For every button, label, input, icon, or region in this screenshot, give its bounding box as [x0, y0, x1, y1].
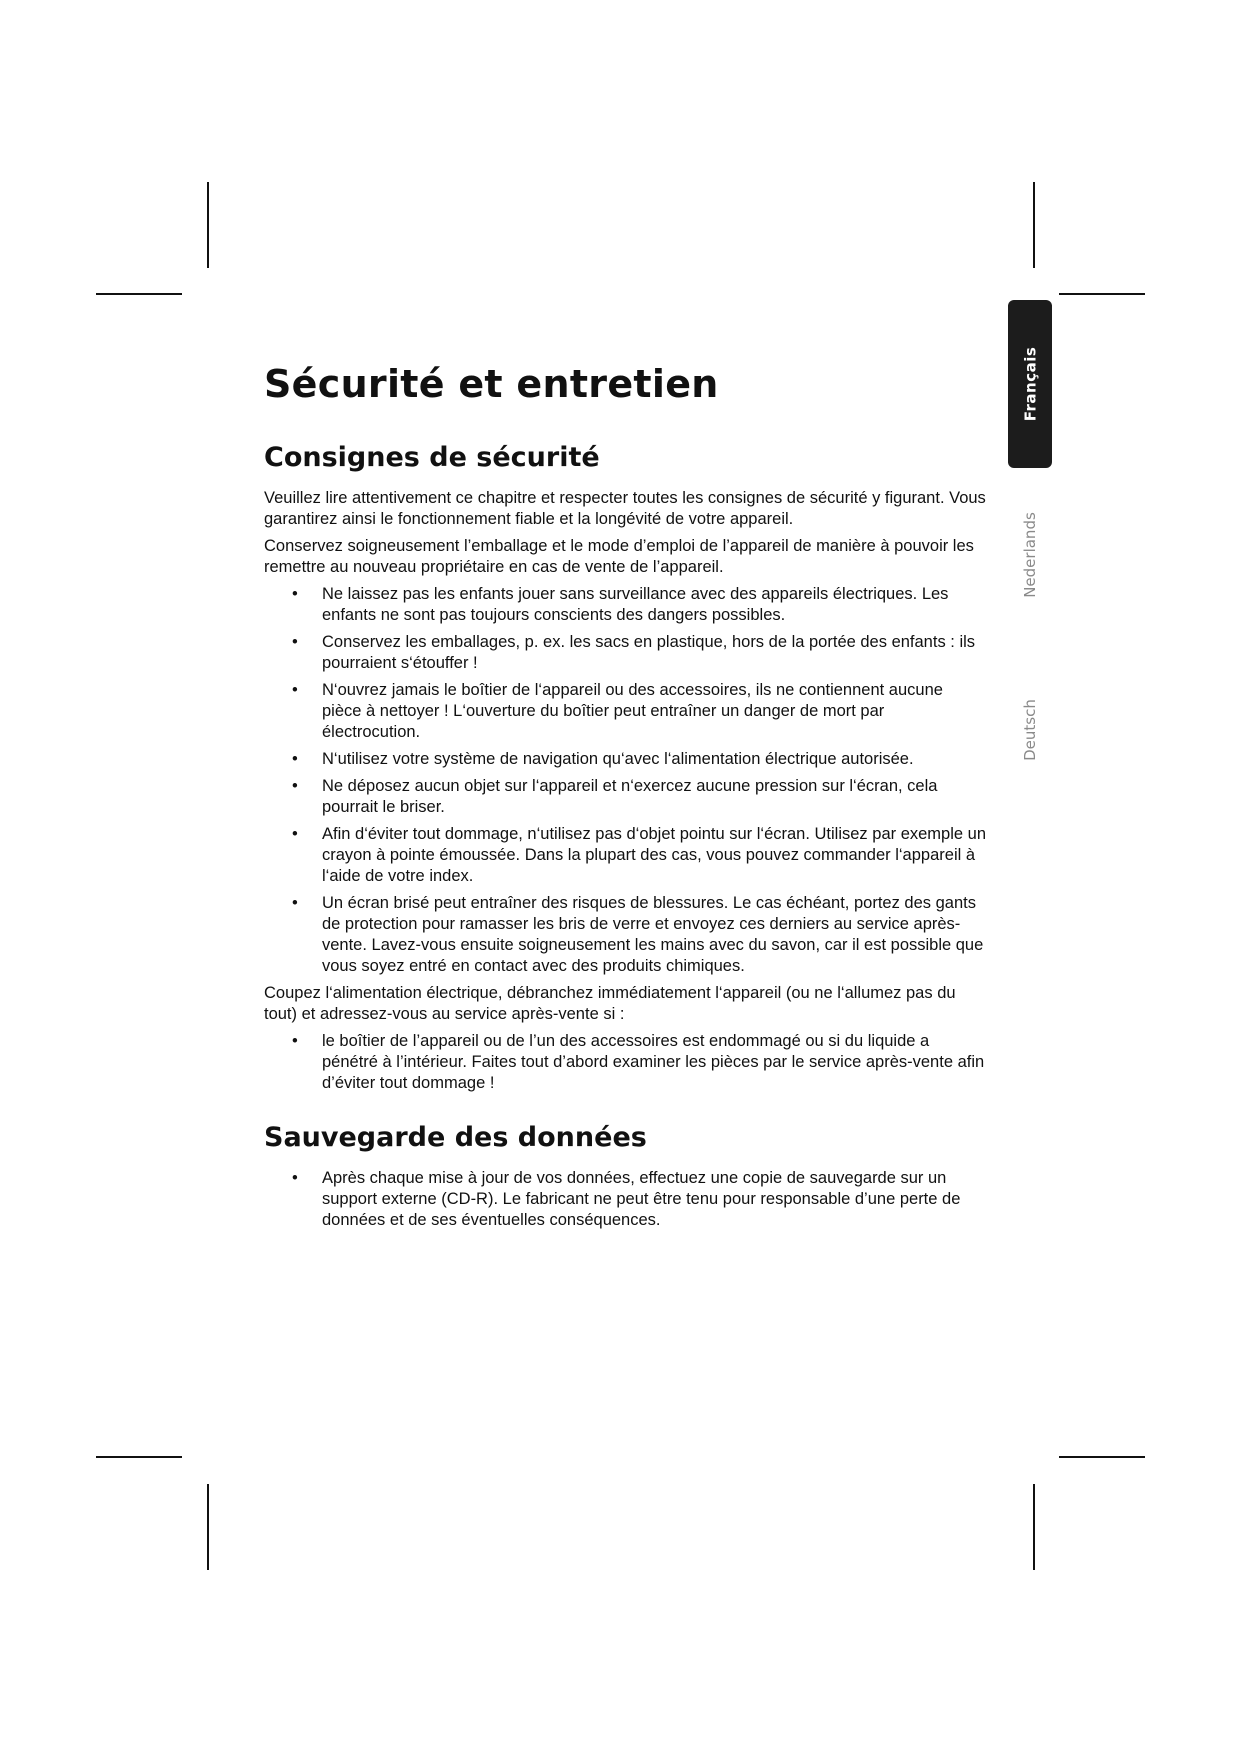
- list-item: [264, 749, 986, 770]
- page-title: Sécurité et entretien: [264, 362, 719, 406]
- language-tab-label: Français: [1021, 346, 1040, 422]
- section-heading-safety: Consignes de sécurité: [264, 441, 600, 473]
- bullet-icon: •: [292, 893, 298, 912]
- bullet-icon: •: [292, 824, 298, 843]
- list-item: [264, 1168, 986, 1231]
- language-tab-label: Deutsch: [1021, 699, 1039, 761]
- page-content: [264, 362, 986, 1237]
- list-item-text: le boîtier de l’appareil ou de l’un des accessoires est endommagé ou si du liquide a pénétré à l’intérieur. Faites tout d’abord examiner les pièces par le service après-vente afin d’éviter tout dommage !: [322, 1031, 985, 1092]
- intro-paragraph: Veuillez lire attentivement ce chapitre et respecter toutes les consignes de sécurité y figurant. Vous garantirez ainsi le fonctionnement fiable et la longévité de votre appareil.: [264, 488, 986, 528]
- crop-mark-bottom-right-vertical: [1033, 1484, 1035, 1570]
- language-tab-francais[interactable]: [1008, 300, 1052, 468]
- list-item-text: Un écran brisé peut entraîner des risques de blessures. Le cas échéant, portez des gants de protection pour ramasser les bris de verre et envoyez ces derniers au service après-vente. Lavez-vous ensuite soigneusement les mains avec du savon, car il est possible que vous soyez entré en contact avec des produits chimiques.: [322, 893, 984, 975]
- crop-mark-bottom-left-vertical: [207, 1484, 209, 1570]
- power-off-paragraph: Coupez l‘alimentation électrique, débranchez immédiatement l‘appareil (ou ne l‘allumez pas du tout) et adressez-vous au service après-vente si :: [264, 983, 956, 1023]
- list-item-text: Conservez les emballages, p. ex. les sacs en plastique, hors de la portée des enfants : ils pourraient s‘étouffer !: [322, 632, 976, 672]
- list-item-text: Ne laissez pas les enfants jouer sans surveillance avec des appareils électriques. Les enfants ne sont pas toujours conscients des dangers possibles.: [322, 584, 949, 624]
- list-item: [264, 680, 986, 743]
- backup-bullet-list: [264, 1168, 986, 1231]
- bullet-icon: •: [292, 1031, 298, 1050]
- list-item: [264, 824, 986, 887]
- list-item-text: Afin d‘éviter tout dommage, n‘utilisez pas d‘objet pointu sur l‘écran. Utilisez par exemple un crayon à pointe émoussée. Dans la plupart des cas, vous pouvez commander l‘appareil à l‘aide de votre index.: [322, 824, 987, 885]
- crop-mark-bottom-left-horizontal: [96, 1456, 182, 1458]
- crop-mark-top-left-horizontal: [96, 293, 182, 295]
- service-bullet-list: [264, 1031, 986, 1094]
- list-item: [264, 584, 986, 626]
- bullet-icon: •: [292, 749, 298, 768]
- section-heading-backup: Sauvegarde des données: [264, 1121, 647, 1153]
- list-item: [264, 1031, 986, 1094]
- list-item-text: N‘ouvrez jamais le boîtier de l‘appareil ou des accessoires, ils ne contiennent aucune pièce à nettoyer ! L‘ouverture du boîtier peut entraîner un danger de mort par électrocution.: [322, 680, 943, 741]
- language-tab-nederlands[interactable]: [1008, 500, 1052, 610]
- backup-section: [264, 1122, 986, 1231]
- list-item-text: Après chaque mise à jour de vos données, effectuez une copie de sauvegarde sur un support externe (CD-R). Le fabricant ne peut être tenu pour responsable d’une perte de données et de ses éventuelles conséquences.: [322, 1169, 961, 1230]
- list-item: [264, 893, 986, 977]
- bullet-icon: •: [292, 680, 298, 699]
- list-item: [264, 776, 986, 818]
- safety-bullet-list: [264, 584, 986, 977]
- list-item: [264, 632, 986, 674]
- language-tab-deutsch[interactable]: [1008, 690, 1052, 770]
- crop-mark-top-right-vertical: [1033, 182, 1035, 268]
- language-tab-label: Nederlands: [1021, 512, 1040, 598]
- crop-mark-bottom-right-horizontal: [1059, 1456, 1145, 1458]
- list-item-text: N‘utilisez votre système de navigation qu‘avec l‘alimentation électrique autorisée.: [322, 749, 914, 768]
- packaging-paragraph: Conservez soigneusement l’emballage et le mode d’emploi de l’appareil de manière à pouvoir les remettre au nouveau propriétaire en cas de vente de l’appareil.: [264, 536, 974, 576]
- crop-mark-top-left-vertical: [207, 182, 209, 268]
- bullet-icon: •: [292, 1169, 298, 1188]
- crop-mark-top-right-horizontal: [1059, 293, 1145, 295]
- bullet-icon: •: [292, 584, 298, 603]
- list-item-text: Ne déposez aucun objet sur l‘appareil et n‘exercez aucune pression sur l‘écran, cela pourrait le briser.: [322, 776, 938, 816]
- bullet-icon: •: [292, 776, 298, 795]
- bullet-icon: •: [292, 632, 298, 651]
